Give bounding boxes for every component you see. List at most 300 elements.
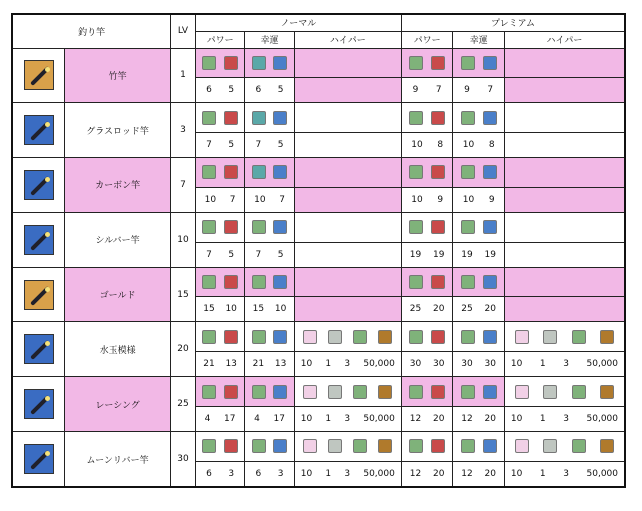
green-orb-icon [461, 330, 475, 344]
premium-hyper-icons [504, 267, 625, 297]
normal-hyper-icons [294, 103, 401, 133]
blue-potion-icon [483, 439, 497, 453]
green-feather-icon [572, 439, 586, 453]
rod-table-body [12, 48, 625, 487]
red-potion-icon [224, 439, 238, 453]
stat-value: 7 [487, 85, 494, 96]
premium-power-icons [401, 48, 453, 78]
rod-name: 竹竿 [65, 48, 171, 103]
green-feather-icon [353, 385, 367, 399]
rod-row-icons [12, 267, 625, 297]
stat-value: 8 [488, 140, 495, 151]
blue-potion-icon [483, 111, 497, 125]
stat-value: 7 [206, 140, 212, 151]
stat-value: 21 [203, 359, 215, 370]
premium-luck-icons [453, 212, 505, 242]
premium-luck-values [453, 461, 505, 487]
blue-potion-icon [273, 111, 287, 125]
stat-value: 10 [225, 304, 237, 315]
stat-value: 6 [255, 85, 262, 96]
premium-hyper-icons [504, 322, 625, 352]
premium-power-icons [401, 377, 453, 407]
hyper-value: 3 [563, 414, 569, 425]
fishing-rod-icon [24, 334, 54, 364]
normal-luck-icons [245, 432, 294, 462]
premium-hyper-icons [504, 212, 625, 242]
rod-row-icons [12, 322, 625, 352]
red-potion-icon [224, 111, 238, 125]
fishing-rod-icon [24, 60, 54, 90]
normal-hyper-values [294, 187, 401, 212]
normal-luck-icons [245, 103, 294, 133]
normal-hyper-values [294, 297, 401, 322]
hyper-value: 10 [300, 359, 313, 370]
normal-power-values [195, 242, 244, 267]
stat-value: 10 [411, 140, 423, 151]
pink-bag-icon [515, 385, 529, 399]
normal-power-values [195, 187, 244, 212]
red-crystal-icon [224, 220, 238, 234]
rod-name: シルバー竿 [65, 212, 171, 267]
rod-image-cell [12, 103, 65, 158]
premium-power-values [401, 461, 453, 487]
normal-power-values [195, 297, 244, 322]
fishing-rod-icon [24, 280, 54, 310]
stat-value: 17 [273, 414, 285, 425]
blue-crystal-icon [483, 220, 497, 234]
stat-value: 20 [484, 414, 496, 425]
stat-value: 5 [228, 249, 235, 260]
blue-crystal-icon [273, 330, 287, 344]
red-crystal-icon [224, 330, 238, 344]
stat-value: 9 [488, 194, 495, 205]
stat-value: 19 [461, 249, 473, 260]
rod-image-cell [12, 48, 65, 103]
normal-hyper-icons [294, 212, 401, 242]
normal-hyper-values [294, 78, 401, 103]
normal-luck-values [245, 297, 294, 322]
hyper-value: 10 [300, 414, 313, 425]
premium-hyper-icons [504, 103, 625, 133]
pink-bag-icon [515, 330, 529, 344]
blue-potion-icon [483, 385, 497, 399]
stat-value: 25 [461, 304, 473, 315]
rod-level: 20 [171, 322, 196, 377]
premium-luck-values [453, 297, 505, 322]
hyper-value: 3 [344, 414, 351, 425]
premium-hyper-values [504, 78, 625, 103]
green-orb-icon [461, 220, 475, 234]
stat-value: 12 [409, 414, 422, 425]
red-potion-icon [224, 165, 238, 179]
green-orb-icon [252, 220, 266, 234]
normal-power-icons [195, 267, 244, 297]
premium-power-icons [401, 432, 453, 462]
hyper-value: 50,000 [586, 468, 618, 479]
gold-chest-icon [600, 330, 614, 344]
premium-hyper-values [504, 297, 625, 322]
stat-value: 20 [433, 468, 445, 479]
stat-value: 10 [462, 194, 475, 205]
stat-value: 3 [277, 468, 284, 479]
red-potion-icon [224, 56, 238, 70]
green-feather-icon [353, 330, 367, 344]
stat-value: 10 [462, 140, 475, 151]
normal-hyper-icons [294, 377, 401, 407]
premium-luck-icons [453, 48, 505, 78]
hyper-value: 3 [344, 359, 351, 370]
normal-power-values [195, 133, 244, 158]
normal-luck-icons [245, 322, 294, 352]
red-potion-icon [431, 56, 445, 70]
normal-power-icons [195, 322, 244, 352]
premium-hyper-icons [504, 377, 625, 407]
header-premium-power: パワー [401, 31, 453, 48]
teal-scroll-icon [252, 56, 266, 70]
red-crystal-icon [431, 220, 445, 234]
rod-level: 10 [171, 212, 196, 267]
gold-chest-icon [600, 439, 614, 453]
green-feather-icon [252, 439, 266, 453]
stat-value: 20 [433, 414, 445, 425]
stat-value: 20 [484, 304, 496, 315]
blue-crystal-icon [483, 330, 497, 344]
stat-value: 10 [411, 194, 423, 205]
stat-value: 5 [228, 85, 235, 96]
premium-power-values [401, 352, 453, 377]
stat-value: 6 [255, 468, 262, 479]
stat-value: 12 [461, 468, 473, 479]
premium-power-values [401, 407, 453, 432]
stat-value: 5 [277, 85, 284, 96]
premium-hyper-values [504, 352, 625, 377]
hyper-value: 50,000 [363, 414, 395, 425]
hyper-value: 3 [563, 359, 569, 370]
hyper-value: 50,000 [586, 359, 618, 370]
rod-image-cell [12, 432, 65, 487]
green-feather-icon [202, 111, 216, 125]
blue-potion-icon [273, 439, 287, 453]
hyper-value: 50,000 [363, 359, 395, 370]
stat-value: 15 [203, 304, 215, 315]
premium-luck-values [453, 407, 505, 432]
header-normal-power: パワー [195, 31, 244, 48]
green-orb-icon [202, 275, 216, 289]
normal-power-icons [195, 158, 244, 188]
green-feather-icon [461, 165, 475, 179]
green-feather-icon [572, 385, 586, 399]
hyper-value: 1 [539, 359, 546, 370]
hyper-value: 3 [344, 468, 351, 479]
premium-hyper-values [504, 407, 625, 432]
hyper-value: 10 [510, 414, 523, 425]
red-potion-icon [431, 165, 445, 179]
premium-hyper-icons [504, 432, 625, 462]
normal-luck-icons [245, 267, 294, 297]
header-premium: プレミアム [401, 14, 625, 31]
normal-luck-values [245, 187, 294, 212]
rod-row-icons [12, 103, 625, 133]
green-feather-icon [409, 439, 423, 453]
green-orb-icon [252, 330, 266, 344]
white-fish-icon [328, 385, 342, 399]
green-feather-icon [202, 385, 216, 399]
stat-value: 17 [224, 414, 236, 425]
normal-hyper-values [294, 352, 401, 377]
normal-luck-values [245, 133, 294, 158]
green-feather-icon [409, 385, 423, 399]
blue-crystal-icon [483, 275, 497, 289]
hyper-value: 50,000 [363, 468, 395, 479]
white-fish-icon [543, 439, 557, 453]
normal-luck-icons [245, 212, 294, 242]
red-crystal-icon [224, 275, 238, 289]
stat-value: 9 [412, 85, 419, 96]
normal-luck-icons [245, 377, 294, 407]
blue-crystal-icon [273, 220, 287, 234]
stat-value: 12 [461, 414, 473, 425]
teal-scroll-icon [252, 111, 266, 125]
white-fish-icon [328, 330, 342, 344]
premium-power-values [401, 133, 453, 158]
header-premium-hyper: ハイパー [504, 31, 625, 48]
pink-bag-icon [303, 330, 317, 344]
rod-image-cell [12, 322, 65, 377]
fishing-rod-icon [24, 389, 54, 419]
normal-hyper-icons [294, 267, 401, 297]
header-rod: 釣り竿 [12, 14, 171, 48]
green-feather-icon [252, 385, 266, 399]
stat-value: 25 [409, 304, 422, 315]
rod-name: 水玉模様 [65, 322, 171, 377]
fishing-rod-icon [24, 170, 54, 200]
normal-power-values [195, 407, 244, 432]
premium-luck-values [453, 78, 505, 103]
red-crystal-icon [431, 330, 445, 344]
rod-row-icons [12, 432, 625, 462]
rod-level: 7 [171, 158, 196, 213]
stat-value: 13 [225, 359, 237, 370]
fishing-rod-icon [24, 115, 54, 145]
normal-power-values [195, 352, 244, 377]
stat-value: 6 [206, 85, 212, 96]
premium-power-values [401, 78, 453, 103]
stat-value: 6 [206, 468, 212, 479]
premium-luck-icons [453, 377, 505, 407]
premium-power-icons [401, 158, 453, 188]
green-orb-icon [461, 275, 475, 289]
stat-value: 7 [206, 249, 212, 260]
rod-image-cell [12, 267, 65, 322]
stat-value: 10 [204, 194, 217, 205]
normal-hyper-icons [294, 322, 401, 352]
hyper-value: 10 [510, 359, 523, 370]
rod-name: ゴールド [65, 267, 171, 322]
rod-image-cell [12, 377, 65, 432]
green-feather-icon [572, 330, 586, 344]
stat-value: 10 [254, 194, 266, 205]
normal-power-icons [195, 48, 244, 78]
premium-power-values [401, 242, 453, 267]
stat-value: 7 [255, 140, 262, 151]
rod-name: カーボン竿 [65, 158, 171, 213]
rod-name: ムーンリバー竿 [65, 432, 171, 487]
normal-hyper-icons [294, 432, 401, 462]
blue-potion-icon [273, 165, 287, 179]
pink-bag-icon [303, 439, 317, 453]
premium-power-icons [401, 212, 453, 242]
rod-level: 3 [171, 103, 196, 158]
normal-hyper-values [294, 133, 401, 158]
normal-hyper-icons [294, 158, 401, 188]
blue-potion-icon [273, 385, 287, 399]
normal-hyper-values [294, 407, 401, 432]
green-feather-icon [461, 111, 475, 125]
normal-power-icons [195, 432, 244, 462]
red-potion-icon [431, 385, 445, 399]
stat-value: 19 [484, 249, 496, 260]
green-feather-icon [409, 56, 423, 70]
stat-value: 21 [252, 359, 265, 370]
premium-hyper-icons [504, 48, 625, 78]
header-lv: LV [171, 14, 196, 48]
green-orb-icon [409, 275, 423, 289]
stat-value: 5 [277, 140, 284, 151]
stat-value: 12 [409, 468, 422, 479]
green-feather-icon [409, 165, 423, 179]
premium-hyper-values [504, 242, 625, 267]
hyper-value: 1 [325, 468, 332, 479]
premium-hyper-icons [504, 158, 625, 188]
stat-value: 4 [204, 414, 211, 425]
stat-value: 30 [484, 359, 496, 370]
rod-image-cell [12, 212, 65, 267]
hyper-value: 3 [563, 468, 569, 479]
pink-bag-icon [303, 385, 317, 399]
premium-luck-values [453, 352, 505, 377]
hyper-value: 1 [325, 414, 332, 425]
rod-row-icons [12, 212, 625, 242]
premium-power-icons [401, 267, 453, 297]
stat-value: 19 [409, 249, 422, 260]
stat-value: 8 [437, 140, 444, 151]
red-potion-icon [224, 385, 238, 399]
premium-hyper-values [504, 461, 625, 487]
premium-luck-icons [453, 267, 505, 297]
hyper-value: 50,000 [586, 414, 618, 425]
rod-image-cell [12, 158, 65, 213]
blue-potion-icon [483, 165, 497, 179]
normal-hyper-icons [294, 48, 401, 78]
stat-value: 7 [279, 194, 285, 205]
normal-power-icons [195, 212, 244, 242]
rod-name: レーシング [65, 377, 171, 432]
green-feather-icon [202, 165, 216, 179]
gold-chest-icon [600, 385, 614, 399]
premium-luck-values [453, 187, 505, 212]
green-feather-icon [461, 56, 475, 70]
normal-luck-values [245, 242, 294, 267]
stat-value: 20 [433, 304, 445, 315]
green-feather-icon [461, 439, 475, 453]
hyper-value: 1 [325, 359, 332, 370]
green-feather-icon [353, 439, 367, 453]
premium-hyper-values [504, 133, 625, 158]
rod-level: 1 [171, 48, 196, 103]
normal-hyper-values [294, 242, 401, 267]
hyper-value: 10 [510, 468, 523, 479]
blue-potion-icon [273, 56, 287, 70]
gold-chest-icon [378, 330, 392, 344]
premium-luck-icons [453, 158, 505, 188]
hyper-value: 1 [539, 414, 546, 425]
header-normal: ノーマル [195, 14, 401, 31]
green-orb-icon [409, 330, 423, 344]
rod-row-icons [12, 48, 625, 78]
green-feather-icon [202, 439, 216, 453]
header-premium-luck: 幸運 [453, 31, 505, 48]
teal-scroll-icon [252, 165, 266, 179]
white-fish-icon [543, 385, 557, 399]
white-fish-icon [328, 439, 342, 453]
stat-value: 5 [277, 249, 284, 260]
red-crystal-icon [431, 275, 445, 289]
stat-value: 10 [274, 304, 287, 315]
green-orb-icon [252, 275, 266, 289]
premium-power-values [401, 297, 453, 322]
gold-chest-icon [378, 439, 392, 453]
fishing-rod-icon [24, 225, 54, 255]
normal-luck-values [245, 461, 294, 487]
premium-luck-values [453, 133, 505, 158]
normal-power-values [195, 461, 244, 487]
stat-value: 5 [228, 140, 235, 151]
green-orb-icon [409, 220, 423, 234]
green-feather-icon [461, 385, 475, 399]
stat-value: 4 [254, 414, 260, 425]
premium-luck-icons [453, 322, 505, 352]
header-normal-hyper: ハイパー [294, 31, 401, 48]
header-normal-luck: 幸運 [245, 31, 294, 48]
rod-row-icons [12, 158, 625, 188]
normal-luck-icons [245, 48, 294, 78]
white-fish-icon [543, 330, 557, 344]
green-orb-icon [202, 220, 216, 234]
premium-hyper-values [504, 187, 625, 212]
pink-bag-icon [515, 439, 529, 453]
stat-value: 30 [409, 359, 422, 370]
red-potion-icon [431, 439, 445, 453]
hyper-value: 10 [300, 468, 313, 479]
green-feather-icon [409, 111, 423, 125]
rod-row-icons [12, 377, 625, 407]
normal-power-icons [195, 103, 244, 133]
stat-value: 19 [433, 249, 445, 260]
stat-value: 9 [464, 85, 470, 96]
stat-value: 7 [255, 249, 262, 260]
premium-luck-values [453, 242, 505, 267]
premium-luck-icons [453, 432, 505, 462]
stat-value: 20 [484, 468, 496, 479]
rod-level: 25 [171, 377, 196, 432]
normal-luck-values [245, 407, 294, 432]
fishing-rod-table [11, 13, 626, 488]
normal-luck-values [245, 78, 294, 103]
green-feather-icon [202, 56, 216, 70]
stat-value: 7 [229, 194, 236, 205]
stat-value: 7 [435, 85, 442, 96]
rod-name: グラスロッド竿 [65, 103, 171, 158]
